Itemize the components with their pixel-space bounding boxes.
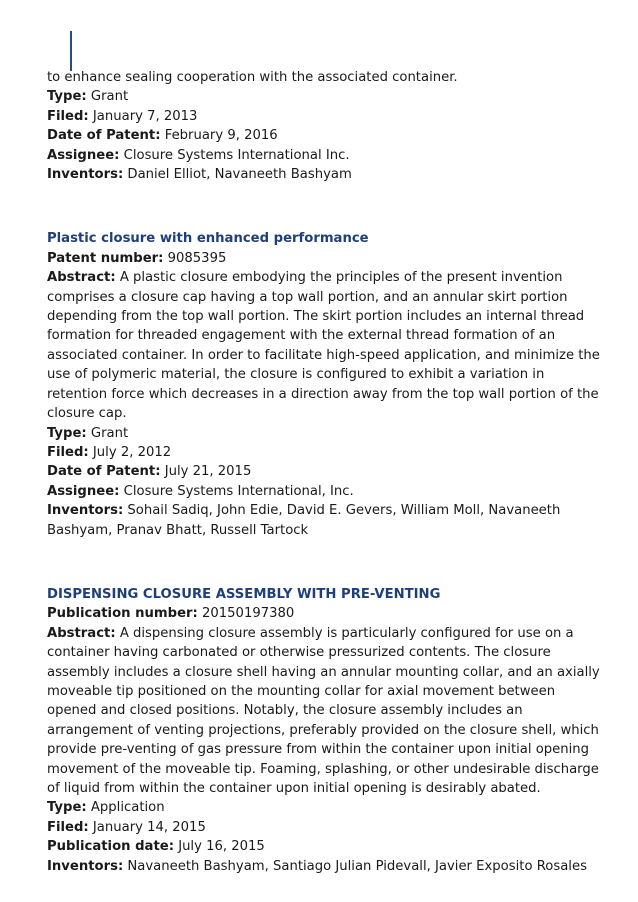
filed-value: July 2, 2012 bbox=[92, 444, 172, 460]
filed-label: Filed: bbox=[47, 819, 89, 835]
inventors-label: Inventors: bbox=[47, 503, 124, 519]
patent-inventors bbox=[47, 857, 602, 876]
text-cursor-marker bbox=[70, 31, 72, 71]
type-value: Application bbox=[90, 800, 165, 816]
patent-title-link[interactable]: Plastic closure with enhanced performance bbox=[47, 231, 369, 247]
patent-number bbox=[47, 249, 602, 268]
patent-inventors bbox=[47, 501, 602, 540]
patent-type bbox=[47, 87, 602, 106]
abstract-text: A plastic closure embodying the principles of the present invention comprises a closure cap having a top wall portion, and an annular skirt portion depending from the top wall portion. The skirt portion includes an internal thread formation for threaded engagement with the external thread formation of an associated container. In order to facilitate high-speed application, and minimize the use of polymeric material, the closure is configured to exhibit a variation in retention force which decreases in a direction away from the top wall portion of the closure cap. bbox=[47, 270, 600, 422]
date-value: July 16, 2015 bbox=[178, 839, 265, 855]
date-label: Publication date: bbox=[47, 839, 174, 855]
patent-filed bbox=[47, 443, 602, 462]
patent-filed bbox=[47, 818, 602, 837]
type-label: Type: bbox=[47, 425, 87, 441]
patent-entry bbox=[47, 229, 602, 540]
number-value: 9085395 bbox=[167, 250, 227, 266]
type-value: Grant bbox=[90, 425, 129, 441]
inventors-label: Inventors: bbox=[47, 858, 124, 874]
inventors-value: Daniel Elliot, Navaneeth Bashyam bbox=[127, 167, 352, 183]
patent-date bbox=[47, 126, 602, 145]
patent-date bbox=[47, 462, 602, 481]
patent-entry bbox=[47, 585, 602, 876]
patent-assignee bbox=[47, 146, 602, 165]
assignee-value: Closure Systems International Inc. bbox=[123, 147, 350, 163]
abstract-label: Abstract: bbox=[47, 625, 116, 641]
patent-entry bbox=[47, 68, 602, 184]
patent-inventors bbox=[47, 165, 602, 184]
patent-list bbox=[47, 68, 602, 876]
inventors-value: Navaneeth Bashyam, Santiago Julian Pidevall, Javier Exposito Rosales bbox=[127, 858, 587, 874]
assignee-value: Closure Systems International, Inc. bbox=[123, 483, 354, 499]
abstract-continuation: to enhance sealing cooperation with the associated container. bbox=[47, 70, 458, 85]
assignee-label: Assignee: bbox=[47, 483, 120, 499]
number-value: 20150197380 bbox=[202, 606, 295, 622]
filed-value: January 14, 2015 bbox=[92, 819, 206, 835]
date-label: Date of Patent: bbox=[47, 464, 161, 480]
inventors-label: Inventors: bbox=[47, 167, 124, 183]
abstract-label: Abstract: bbox=[47, 270, 116, 286]
date-value: July 21, 2015 bbox=[164, 464, 252, 480]
type-label: Type: bbox=[47, 89, 87, 105]
assignee-label: Assignee: bbox=[47, 147, 120, 163]
patent-type bbox=[47, 798, 602, 817]
spacer bbox=[47, 540, 602, 585]
publication-number bbox=[47, 604, 602, 623]
type-label: Type: bbox=[47, 800, 87, 816]
patent-type bbox=[47, 424, 602, 443]
spacer bbox=[47, 184, 602, 229]
filed-label: Filed: bbox=[47, 108, 89, 124]
number-label: Patent number: bbox=[47, 250, 164, 266]
patent-filed bbox=[47, 107, 602, 126]
patent-title-link[interactable]: DISPENSING CLOSURE ASSEMBLY WITH PRE-VENTING bbox=[47, 586, 441, 602]
abstract-text: A dispensing closure assembly is particularly configured for use on a container having carbonated or otherwise pressurized contents. The closure assembly includes a closure shell having an annular mounting collar, and an axially moveable tip positioned on the mounting collar for axial movement between opened and closed positions. Notably, the closure assembly includes an arrangement of venting projections, preferably provided on the closure shell, which provide pre-venting of gas pressure from within the container upon initial opening movement of the moveable tip. Foaming, splashing, or other undesirable discharge of liquid from within the container upon initial opening is desirably abated. bbox=[47, 625, 600, 796]
publication-date bbox=[47, 837, 602, 856]
filed-value: January 7, 2013 bbox=[92, 108, 198, 124]
type-value: Grant bbox=[90, 89, 129, 105]
patent-abstract bbox=[47, 624, 602, 799]
number-label: Publication number: bbox=[47, 606, 198, 622]
inventors-value: Sohail Sadiq, John Edie, David E. Gevers, William Moll, Navaneeth Bashyam, Pranav Bhatt, Russell Tartock bbox=[47, 503, 561, 538]
date-label: Date of Patent: bbox=[47, 128, 161, 144]
filed-label: Filed: bbox=[47, 444, 89, 460]
patent-abstract bbox=[47, 268, 602, 423]
date-value: February 9, 2016 bbox=[164, 128, 278, 144]
patent-assignee bbox=[47, 482, 602, 501]
